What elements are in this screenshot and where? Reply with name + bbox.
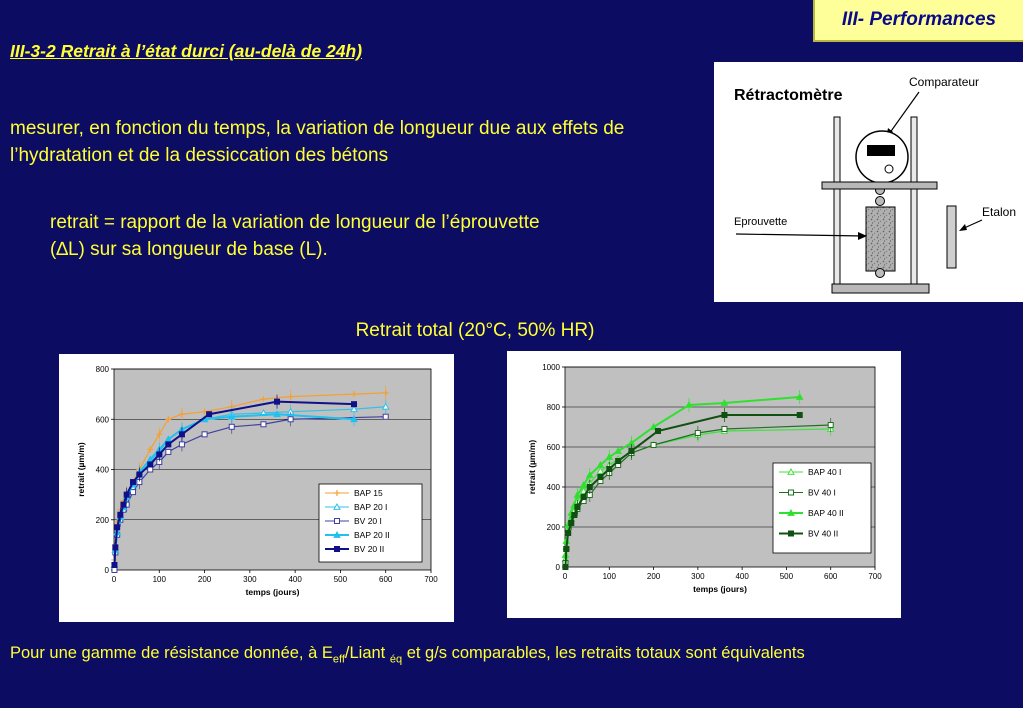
shrinkage-chart-2: [507, 351, 901, 618]
x-tick-label: 600: [379, 575, 393, 584]
x-tick-label: 300: [243, 575, 257, 584]
data-point: [207, 412, 212, 417]
data-point: [607, 467, 612, 472]
legend-label: BAP 40 I: [808, 467, 842, 477]
data-point: [564, 547, 569, 552]
x-tick-label: 300: [691, 572, 705, 581]
x-tick-label: 700: [424, 575, 438, 584]
data-point: [572, 513, 577, 518]
legend-marker: [335, 547, 340, 552]
data-point: [275, 399, 280, 404]
data-point: [113, 545, 118, 550]
legend-label: BV 20 II: [354, 544, 385, 554]
shrinkage-chart-1-panel: [59, 354, 454, 622]
x-tick-label: 500: [333, 575, 348, 584]
data-point: [383, 414, 388, 419]
x-axis-label: temps (jours): [693, 584, 747, 594]
data-point: [121, 502, 126, 507]
section-title: III- Performances: [841, 9, 997, 30]
retractometer-diagram: [714, 62, 1023, 302]
legend-label: BAP 15: [354, 488, 383, 498]
conclusion-sub-eff: eff: [332, 653, 345, 666]
shrinkage-chart-2-panel: [507, 351, 901, 618]
data-point: [179, 442, 184, 447]
conclusion-middle: /Liant: [344, 644, 390, 662]
y-tick-label: 600: [546, 443, 560, 452]
legend-label: BAP 20 II: [354, 530, 390, 540]
data-point: [352, 402, 357, 407]
legend-label: BAP 40 II: [808, 508, 844, 518]
data-point: [229, 424, 234, 429]
comparator-knob: [885, 165, 893, 173]
x-tick-label: 100: [602, 572, 616, 581]
x-tick-label: 100: [152, 575, 166, 584]
reference-bar: [947, 206, 956, 268]
y-tick-label: 1000: [542, 363, 560, 372]
conclusion-text: [10, 644, 1023, 665]
conclusion-prefix: Pour une gamme de résistance donnée, à E: [10, 644, 333, 662]
data-point: [656, 429, 661, 434]
legend-label: BV 20 I: [354, 516, 382, 526]
x-tick-label: 700: [868, 572, 882, 581]
x-tick-label: 200: [646, 572, 661, 581]
data-point: [575, 505, 580, 510]
comparator-display: [867, 145, 895, 156]
data-point: [598, 475, 603, 480]
legend: [319, 484, 422, 562]
data-point: [261, 422, 266, 427]
charts-heading: Retrait total (20°C, 50% HR): [355, 320, 595, 341]
base-plate: [832, 284, 929, 293]
data-point: [131, 490, 136, 495]
x-axis-label: temps (jours): [245, 587, 300, 597]
conclusion-suffix: et g/s comparables, les retraits totaux sont équivalents: [402, 644, 805, 662]
retractometer-drawing: [714, 62, 1023, 302]
data-point: [587, 485, 592, 490]
legend-label: BV 40 I: [808, 487, 836, 498]
data-point: [569, 521, 574, 526]
data-point: [202, 432, 207, 437]
y-tick-label: 200: [546, 523, 560, 532]
right-post: [911, 117, 917, 285]
data-point: [566, 531, 571, 536]
data-point: [629, 449, 634, 454]
legend-marker: [789, 531, 794, 536]
top-ball: [876, 197, 885, 206]
y-tick-label: 800: [546, 403, 560, 412]
data-point: [581, 495, 586, 500]
data-point: [157, 452, 162, 457]
legend-label: BAP 20 I: [354, 502, 388, 512]
legend-marker: [789, 490, 794, 495]
label-comparator: Comparateur: [909, 75, 980, 89]
x-tick-label: 400: [735, 572, 749, 581]
legend: [773, 463, 871, 553]
legend-marker: [335, 519, 340, 524]
slide-subtitle: III-3-2 Retrait à l’état durci (au-delà de 24h): [10, 41, 363, 61]
data-point: [148, 467, 153, 472]
definition-text: retrait = rapport de la variation de longueur de l’éprouvette (∆L) sur sa longueur de base (L).: [50, 212, 540, 260]
data-point: [115, 525, 120, 530]
specimen: [866, 207, 895, 271]
intro-text: mesurer, en fonction du temps, la variation de longueur due aux effets de l’hydratation et de la dessiccation des bétons: [10, 118, 625, 166]
upper-crossbar: [822, 182, 937, 189]
label-reference: Etalon: [982, 205, 1017, 219]
diagram-title: Rétractomètre: [734, 87, 843, 104]
data-point: [166, 449, 171, 454]
y-tick-label: 600: [95, 415, 109, 425]
shrinkage-chart-1: [59, 354, 454, 622]
comparator-dial: [856, 131, 908, 183]
data-point: [828, 423, 833, 428]
y-tick-label: 200: [95, 515, 109, 525]
y-tick-label: 400: [546, 483, 560, 492]
data-point: [112, 562, 117, 567]
specimen-arrow: [736, 234, 864, 236]
x-tick-label: 400: [288, 575, 302, 584]
y-tick-label: 0: [555, 563, 560, 572]
bottom-ball: [876, 269, 885, 278]
left-post: [834, 117, 840, 285]
data-point: [616, 459, 621, 464]
section-title-tab: [813, 0, 1023, 42]
data-point: [137, 472, 142, 477]
data-point: [722, 413, 727, 418]
conclusion-sub-eq: éq: [389, 653, 403, 666]
data-point: [118, 512, 123, 517]
y-tick-label: 400: [95, 465, 109, 475]
data-point: [563, 565, 568, 570]
x-tick-label: 500: [779, 572, 794, 581]
x-tick-label: 0: [562, 572, 568, 581]
x-tick-label: 600: [824, 572, 838, 581]
data-point: [797, 413, 802, 418]
data-point: [695, 431, 700, 436]
y-axis-label: retrait (µm/m): [76, 442, 86, 497]
data-point: [166, 442, 171, 447]
data-point: [179, 432, 184, 437]
reference-arrowhead: [959, 224, 967, 231]
data-point: [124, 492, 129, 497]
data-point: [112, 568, 117, 573]
data-point: [722, 427, 727, 432]
y-tick-label: 0: [104, 566, 109, 575]
y-tick-label: 800: [95, 365, 109, 374]
data-point: [131, 480, 136, 485]
y-axis-label: retrait (µm/m): [527, 439, 537, 495]
label-specimen: Eprouvette: [734, 216, 788, 228]
data-point: [148, 462, 153, 467]
data-point: [288, 417, 293, 422]
legend-label: BV 40 II: [808, 528, 839, 539]
x-tick-label: 0: [111, 575, 117, 584]
x-tick-label: 200: [197, 575, 212, 584]
data-point: [651, 443, 656, 448]
